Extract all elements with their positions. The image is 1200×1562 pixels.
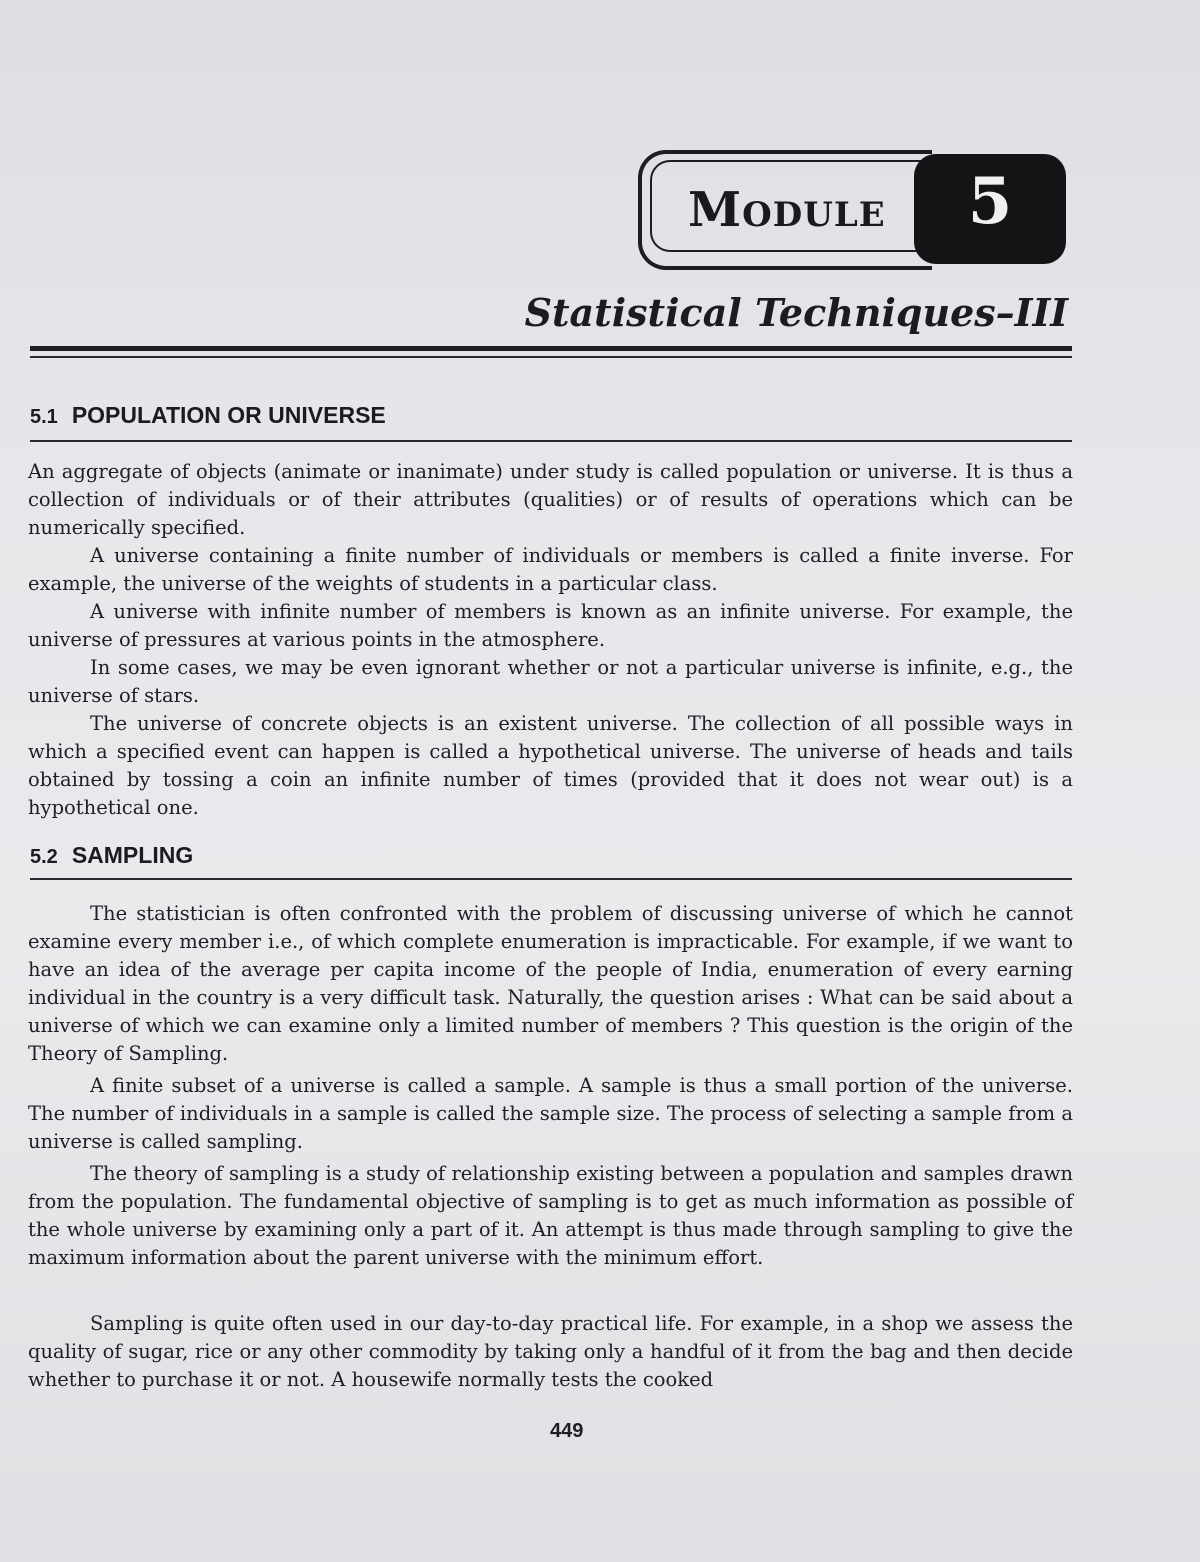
paragraph: The statistician is often confronted with the problem of discussing universe of which he cannot examine every member i.e., of which complete enumeration is impracticable. For example, if we want to have an idea of the average per capita income of the people of India, enumeration of every earning individual in the country is a very difficult task. Naturally, the question arises : What can be said about a universe of which we can examine only a limited number of members ? This question is the origin of the Theory of Sampling. — [28, 901, 1073, 1065]
module-badge — [638, 150, 1068, 268]
paragraph: An aggregate of objects (animate or inanimate) under study is called population or universe. It is thus a collection of individuals or of their attributes (qualities) or of results of operations which can be numerically specified. — [28, 459, 1073, 539]
title-rule-thick — [30, 346, 1072, 351]
paragraph: The universe of concrete objects is an existent universe. The collection of all possible ways in which a specified event can happen is called a hypothetical universe. The universe of heads and tails obtained by tossing a coin an infinite number of times (provided that it does not wear out) is a hypothetical one. — [28, 711, 1073, 819]
chapter-title: Statistical Techniques–III — [524, 290, 1068, 335]
module-label: Module — [688, 182, 886, 238]
paragraph: A universe containing a finite number of individuals or members is called a finite inverse. For example, the universe of the weights of students in a particular class. — [28, 543, 1073, 595]
paragraph: In some cases, we may be even ignorant whether or not a particular universe is infinite, e.g., the universe of stars. — [28, 655, 1073, 707]
page-number: 449 — [550, 1420, 584, 1442]
paragraph: A finite subset of a universe is called a sample. A sample is thus a small portion of the universe. The number of individuals in a sample is called the sample size. The process of selecting a sample from a universe is called sampling. — [28, 1073, 1073, 1153]
section-heading-sampling — [30, 842, 193, 869]
section-rule — [30, 440, 1072, 442]
section-heading-population — [30, 402, 386, 429]
paragraph: A universe with infinite number of members is known as an infinite universe. For example, the universe of pressures at various points in the atmosphere. — [28, 599, 1073, 651]
section-number: 5.2 — [30, 846, 58, 868]
title-rule-thin — [30, 356, 1072, 358]
section-number: 5.1 — [30, 406, 58, 428]
paragraph: The theory of sampling is a study of relationship existing between a population and samples drawn from the population. The fundamental objective of sampling is to get as much information as possible of the whole universe by examining only a part of it. An attempt is thus made through sampling to give the maximum information about the parent universe with the minimum effort. — [28, 1161, 1073, 1269]
paragraph: Sampling is quite often used in our day-to-day practical life. For example, in a shop we assess the quality of sugar, rice or any other commodity by taking only a handful of it from the bag and then decide whether to purchase it or not. A housewife normally tests the cooked — [28, 1311, 1073, 1391]
section-title: SAMPLING — [71, 842, 194, 868]
module-number-box — [914, 154, 1066, 264]
module-number: 5 — [967, 164, 1013, 239]
section-rule — [30, 878, 1072, 880]
section-title: POPULATION OR UNIVERSE — [71, 402, 386, 428]
